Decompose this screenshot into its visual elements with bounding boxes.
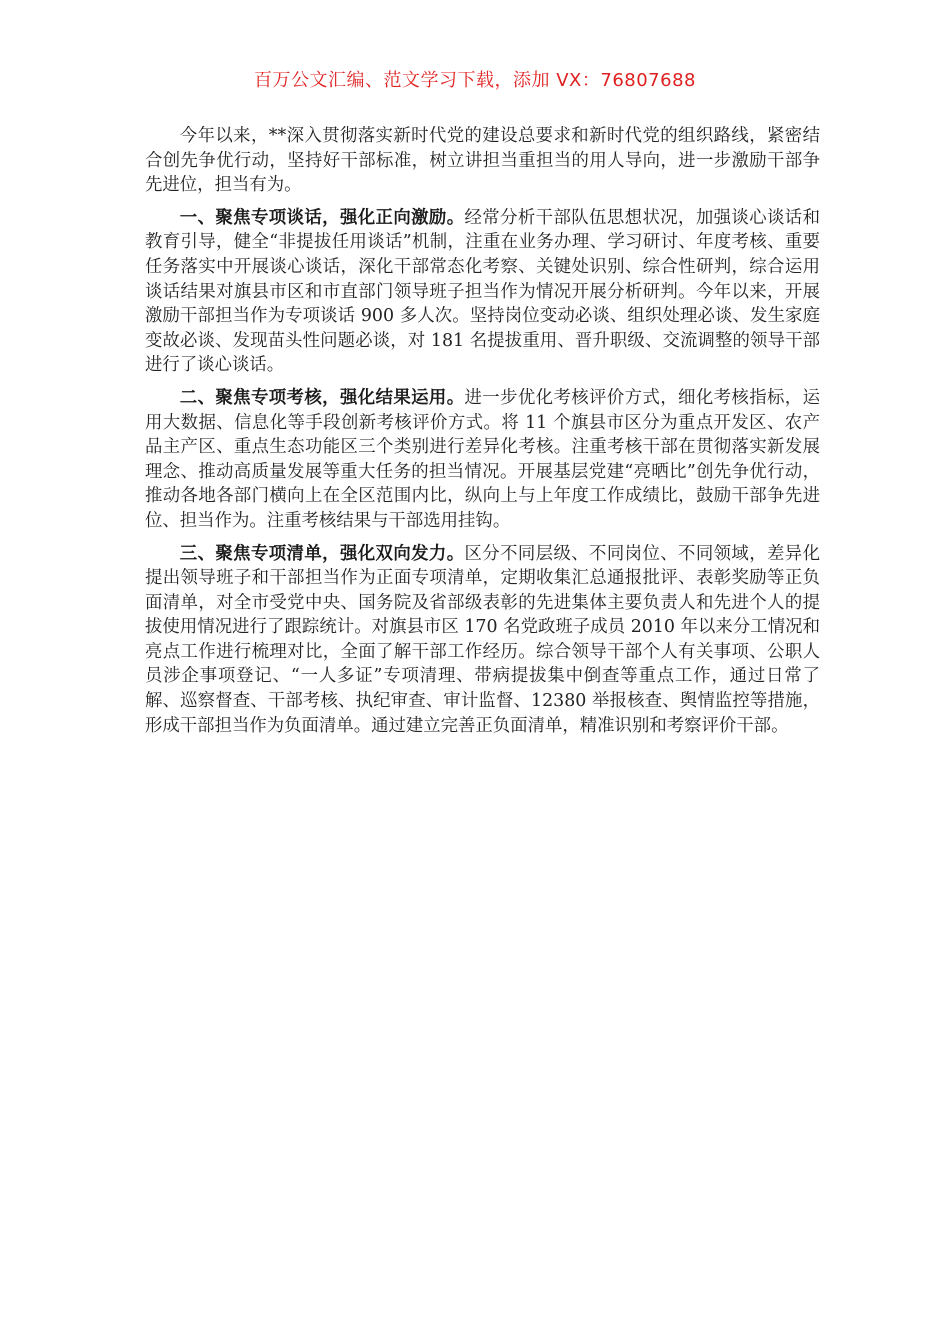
section-paragraph-3 — [145, 542, 820, 739]
document-body — [145, 124, 820, 746]
section-heading-1: 一、聚焦专项谈话，强化正向激励。 — [179, 207, 465, 228]
watermark-banner: 百万公文汇编、范文学习下载，添加 VX：76807688 — [254, 70, 696, 91]
section-heading-2: 二、聚焦专项考核，强化结果运用。 — [179, 387, 465, 408]
intro-paragraph: 今年以来，**深入贯彻落实新时代党的建设总要求和新时代党的组织路线，紧密结合创先争优行动，坚持好干部标准，树立讲担当重担当的用人导向，进一步激励干部争先进位，担当有为。 — [145, 126, 820, 196]
section-body-2: 进一步优化考核评价方式，细化考核指标，运用大数据、信息化等手段创新考核评价方式。将 11 个旗县市区分为重点开发区、农产品主产区、重点生态功能区三个类别进行差异化考核。注重考核干部在贯彻落实新发展理念、推动高质量发展等重大任务的担当情况。开展基层党建“亮晒比”创先争优行动，推动各地各部门横向上在全区范围内比，纵向上与上年度工作成绩比，鼓励干部争先进位、担当作为。注重考核结果与干部选用挂钩。 — [145, 387, 820, 531]
section-body-3: 区分不同层级、不同岗位、不同领域，差异化提出领导班子和干部担当作为正面专项清单，定期收集汇总通报批评、表彰奖励等正负面清单，对全市受党中央、国务院及省部级表彰的先进集体主要负责人和先进个人的提拔使用情况进行了跟踪统计。对旗县市区 170 名党政班子成员 2010 年以来分工情况和亮点工作进行梳理对比，全面了解干部工作经历。综合领导干部个人有关事项、公职人员涉企事项登记、“一人多证”专项清理、带病提拔集中倒查等重点工作，通过日常了解、巡察督查、干部考核、执纪审查、审计监督、12380 举报核查、舆情监控等措施，形成干部担当作为负面清单。通过建立完善正负面清单，精准识别和考察评价干部。 — [145, 543, 820, 736]
section-body-1: 经常分析干部队伍思想状况，加强谈心谈话和教育引导，健全“非提拔任用谈话”机制，注重在业务办理、学习研讨、年度考核、重要任务落实中开展谈心谈话，深化干部常态化考察、关键处识别、综合性研判，综合运用谈话结果对旗县市区和市直部门领导班子担当作为情况开展分析研判。今年以来，开展激励干部担当作为专项谈话 900 多人次。坚持岗位变动必谈、组织处理必谈、发生家庭变故必谈、发现苗头性问题必谈，对 181 名提拔重用、晋升职级、交流调整的领导干部进行了谈心谈话。 — [145, 207, 820, 376]
section-heading-3: 三、聚焦专项清单，强化双向发力。 — [179, 543, 465, 564]
section-paragraph-2 — [145, 386, 820, 534]
section-paragraph-1 — [145, 206, 820, 378]
